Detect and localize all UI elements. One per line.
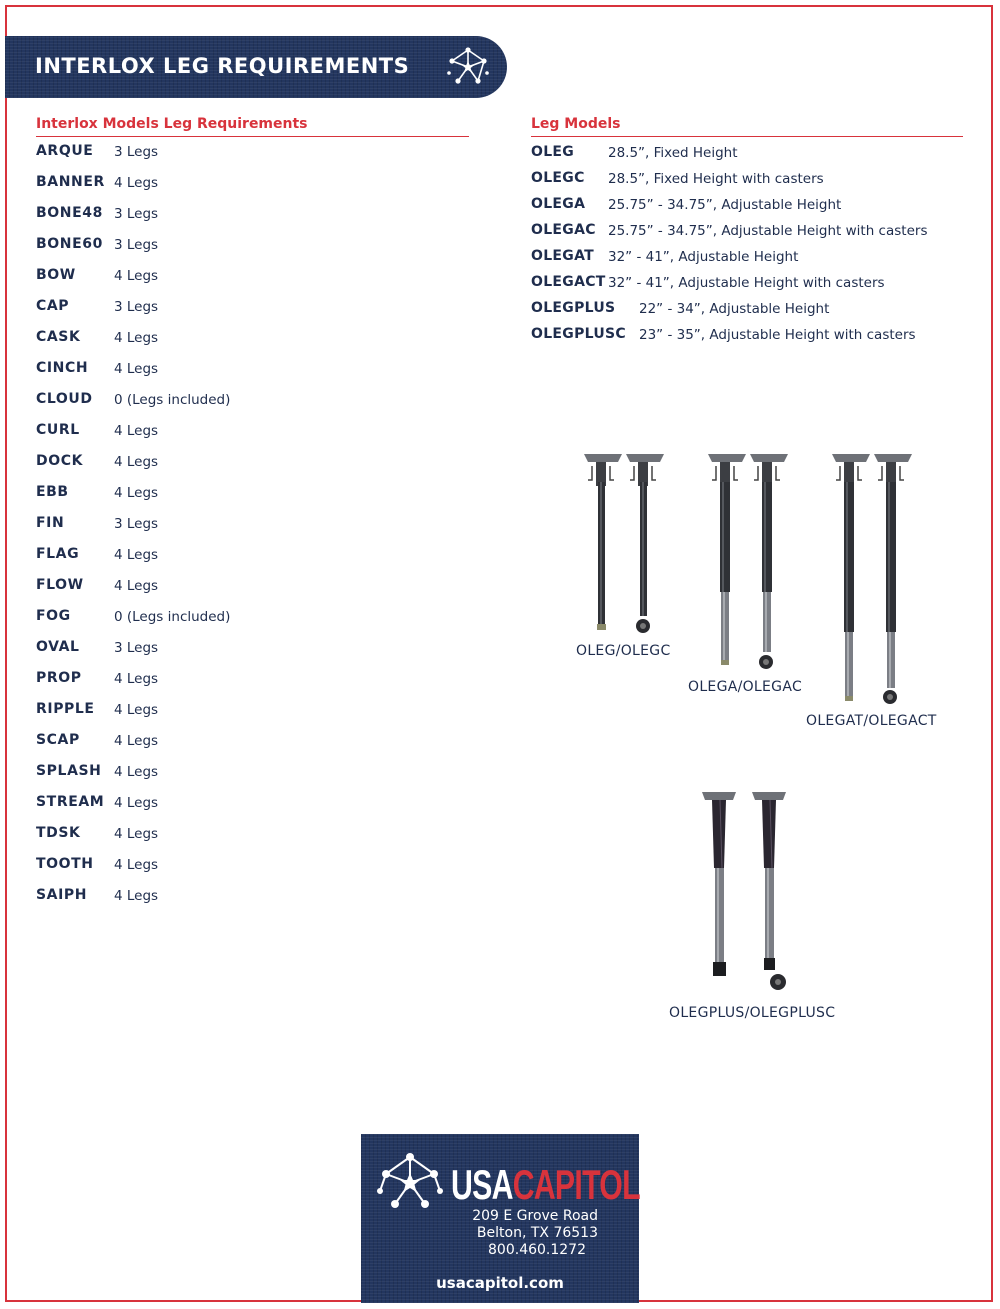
model-name: EBB: [36, 484, 69, 500]
model-name: CAP: [36, 298, 70, 314]
leg-model-desc: 25.75” - 34.75”, Adjustable Height: [608, 197, 842, 213]
caption-olega: OLEGA/OLEGAC: [688, 679, 803, 695]
olegplus-leg-image: [700, 788, 802, 998]
leg-models-heading-rule: [531, 136, 963, 137]
leg-model-desc: 32” - 41”, Adjustable Height: [608, 249, 799, 265]
model-legs: 4 Legs: [114, 361, 159, 377]
caption-olegat: OLEGAT/OLEGACT: [806, 713, 937, 729]
brand-logo-text: [451, 1161, 640, 1209]
model-name: CASK: [36, 329, 81, 345]
model-legs: 4 Legs: [114, 857, 159, 873]
model-legs: 4 Legs: [114, 702, 159, 718]
model-legs: 4 Legs: [114, 671, 159, 687]
model-name: FOG: [36, 608, 71, 624]
model-name: FLAG: [36, 546, 80, 562]
model-legs: 4 Legs: [114, 485, 159, 501]
model-legs: 3 Legs: [114, 516, 159, 532]
model-legs: 0 (Legs included): [114, 392, 231, 408]
model-legs: 3 Legs: [114, 237, 159, 253]
model-name: DOCK: [36, 453, 84, 469]
model-legs: 4 Legs: [114, 826, 159, 842]
leg-model-name: OLEGACT: [531, 274, 606, 290]
model-legs: 4 Legs: [114, 175, 159, 191]
model-name: BANNER: [36, 174, 105, 190]
model-name: SAIPH: [36, 887, 88, 903]
model-name: STREAM: [36, 794, 105, 810]
header-banner: [5, 36, 507, 98]
model-name: OVAL: [36, 639, 80, 655]
leg-model-desc: 28.5”, Fixed Height with casters: [608, 171, 824, 187]
model-name: ARQUE: [36, 143, 94, 159]
star-network-icon: [445, 44, 491, 90]
leg-models-heading: Leg Models: [531, 116, 621, 132]
model-legs: 4 Legs: [114, 547, 159, 563]
model-name: FLOW: [36, 577, 84, 593]
leg-model-name: OLEGPLUSC: [531, 326, 626, 342]
model-legs: 3 Legs: [114, 144, 159, 160]
leg-model-name: OLEGC: [531, 170, 585, 186]
leg-model-desc: 28.5”, Fixed Height: [608, 145, 738, 161]
model-name: RIPPLE: [36, 701, 95, 717]
phone-number: 800.460.1272: [488, 1242, 586, 1258]
model-legs: 4 Legs: [114, 764, 159, 780]
leg-model-name: OLEGA: [531, 196, 586, 212]
model-legs: 4 Legs: [114, 733, 159, 749]
model-name: SPLASH: [36, 763, 102, 779]
leg-model-name: OLEGAC: [531, 222, 596, 238]
address-line2: Belton, TX 76513: [476, 1225, 598, 1241]
model-legs: 4 Legs: [114, 578, 159, 594]
model-name: TDSK: [36, 825, 81, 841]
caption-olegplus: OLEGPLUS/OLEGPLUSC: [669, 1005, 836, 1021]
models-heading-rule: [36, 136, 469, 137]
model-name: CLOUD: [36, 391, 93, 407]
model-legs: 4 Legs: [114, 330, 159, 346]
model-legs: 4 Legs: [114, 795, 159, 811]
model-legs: 4 Legs: [114, 423, 159, 439]
leg-model-desc: 23” - 35”, Adjustable Height with casters: [639, 327, 916, 343]
model-name: TOOTH: [36, 856, 94, 872]
model-legs: 4 Legs: [114, 268, 159, 284]
model-name: FIN: [36, 515, 65, 531]
model-name: PROP: [36, 670, 82, 686]
model-name: SCAP: [36, 732, 80, 748]
model-legs: 3 Legs: [114, 206, 159, 222]
leg-model-desc: 22” - 34”, Adjustable Height: [639, 301, 830, 317]
model-legs: 3 Legs: [114, 640, 159, 656]
olega-leg-image: [704, 452, 794, 674]
models-heading: Interlox Models Leg Requirements: [36, 116, 308, 132]
model-name: BONE48: [36, 205, 103, 221]
model-legs: 3 Legs: [114, 299, 159, 315]
oleg-leg-image: [580, 452, 670, 637]
leg-model-name: OLEGPLUS: [531, 300, 616, 316]
website-link[interactable]: usacapitol.com: [436, 1274, 564, 1292]
model-legs: 0 (Legs included): [114, 609, 231, 625]
caption-oleg: OLEG/OLEGC: [576, 643, 671, 659]
model-name: CINCH: [36, 360, 89, 376]
olegat-leg-image: [828, 452, 918, 707]
model-name: BONE60: [36, 236, 103, 252]
model-legs: 4 Legs: [114, 888, 159, 904]
leg-model-desc: 25.75” - 34.75”, Adjustable Height with casters: [608, 223, 928, 239]
leg-model-name: OLEG: [531, 144, 575, 160]
footer-brand-block: [361, 1134, 639, 1303]
leg-model-desc: 32” - 41”, Adjustable Height with casters: [608, 275, 885, 291]
leg-model-name: OLEGAT: [531, 248, 594, 264]
address-line1: 209 E Grove Road: [472, 1208, 598, 1224]
page-title: INTERLOX LEG REQUIREMENTS: [35, 54, 410, 78]
model-name: BOW: [36, 267, 76, 283]
model-name: CURL: [36, 422, 80, 438]
brand-usa: USA: [451, 1161, 513, 1208]
model-legs: 4 Legs: [114, 454, 159, 470]
brand-capitol: CAPITOL: [512, 1161, 640, 1208]
